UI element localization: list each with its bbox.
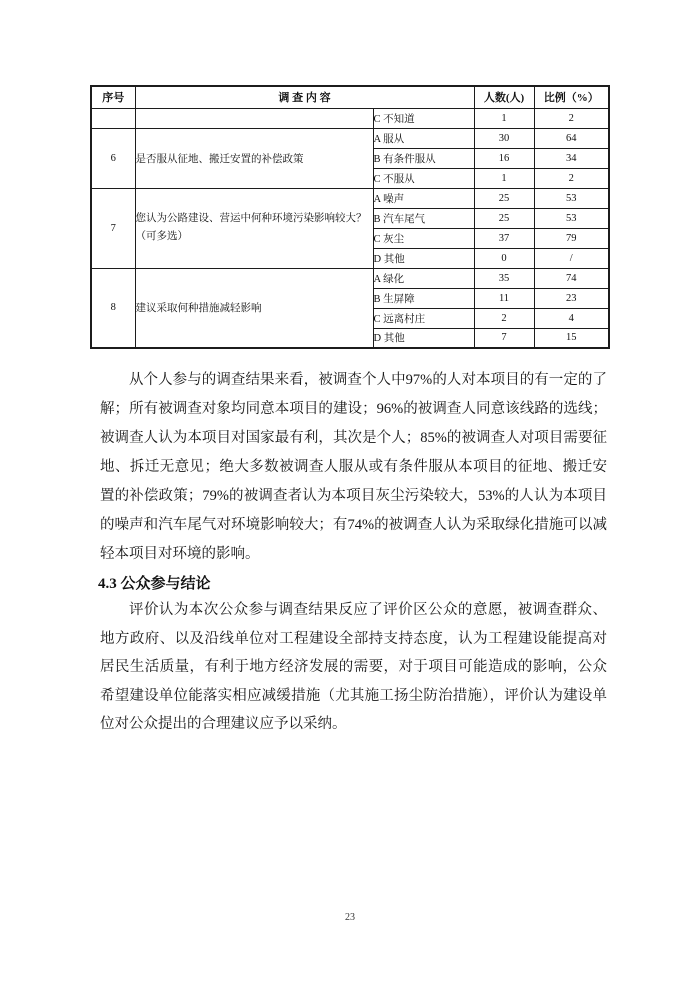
survey-table: [90, 85, 610, 349]
seq-cell: 8: [91, 268, 135, 348]
page-number: 23: [345, 912, 355, 923]
count-cell: 35: [474, 268, 534, 288]
table-row: [91, 128, 609, 148]
count-cell: 30: [474, 128, 534, 148]
count-cell: 37: [474, 228, 534, 248]
count-cell: 1: [474, 168, 534, 188]
ratio-cell: 79: [534, 228, 609, 248]
table-row: [91, 108, 609, 128]
count-cell: 2: [474, 308, 534, 328]
table-row: [91, 188, 609, 208]
question-line-1: 您认为公路建设、营运中何种环境污染影响较大？: [135, 213, 367, 225]
option-cell: C 远离村庄: [373, 308, 474, 328]
ratio-cell: 34: [534, 148, 609, 168]
question-cell: [135, 108, 373, 128]
question-cell: 是否服从征地、搬迁安置的补偿政策: [135, 128, 373, 188]
count-cell: 0: [474, 248, 534, 268]
count-cell: 25: [474, 208, 534, 228]
question-cell: [135, 188, 373, 268]
ratio-cell: 2: [534, 108, 609, 128]
option-cell: A 服从: [373, 128, 474, 148]
option-cell: B 生屏障: [373, 288, 474, 308]
count-cell: 16: [474, 148, 534, 168]
ratio-cell: 74: [534, 268, 609, 288]
option-cell: D 其他: [373, 248, 474, 268]
option-cell: A 噪声: [373, 188, 474, 208]
paragraph-survey-results: 从个人参与的调查结果来看，被调查个人中97%的人对本项目的有一定的了解；所有被调查对象均同意本项目的建设；96%的被调查人同意该线路的选线；被调查人认为本项目对国家最有利，其次是个人；85%的被调查人对项目需要征地、拆迁无意见；绝大多数被调查人服从或有条件服从本项目的征地、搬迁安置的补偿政策；79%的被调查者认为本项目灰尘污染较大，53%的人认为本项目的噪声和汽车尾气对环境影响较大；有74%的被调查人认为采取绿化措施可以减轻本项目对环境的影响。: [100, 372, 607, 562]
header-survey-content: 调 查 内 容: [135, 86, 474, 108]
count-cell: 11: [474, 288, 534, 308]
table-row: [91, 268, 609, 288]
count-cell: 1: [474, 108, 534, 128]
section-heading: 4.3 公众参与结论: [98, 576, 211, 592]
option-cell: C 不服从: [373, 168, 474, 188]
option-cell: C 灰尘: [373, 228, 474, 248]
ratio-cell: 4: [534, 308, 609, 328]
ratio-cell: 53: [534, 188, 609, 208]
question-line-2: （可多选）: [135, 231, 188, 242]
ratio-cell: 64: [534, 128, 609, 148]
seq-cell: 6: [91, 128, 135, 188]
ratio-cell: 53: [534, 208, 609, 228]
seq-cell: [91, 108, 135, 128]
paragraph-conclusion: 评价认为本次公众参与调查结果反应了评价区公众的意愿，被调查群众、地方政府、以及沿线单位对工程建设全部持支持态度，认为工程建设能提高对居民生活质量，有利于地方经济发展的需要，对于项目可能造成的影响，公众希望建设单位能落实相应减缓措施（尤其施工扬尘防治措施），评价认为建设单位对公众提出的合理建议应予以采纳。: [100, 602, 607, 732]
count-cell: 7: [474, 328, 534, 348]
header-count: 人数(人): [474, 86, 534, 108]
ratio-cell: 15: [534, 328, 609, 348]
option-cell: B 有条件服从: [373, 148, 474, 168]
option-cell: A 绿化: [373, 268, 474, 288]
option-cell: C 不知道: [373, 108, 474, 128]
ratio-cell: 23: [534, 288, 609, 308]
option-cell: B 汽车尾气: [373, 208, 474, 228]
header-seq: 序号: [91, 86, 135, 108]
question-cell: 建议采取何种措施减轻影响: [135, 268, 373, 348]
seq-cell: 7: [91, 188, 135, 268]
count-cell: 25: [474, 188, 534, 208]
table-header-row: [91, 86, 609, 108]
ratio-cell: /: [534, 248, 609, 268]
option-cell: D 其他: [373, 328, 474, 348]
header-ratio: 比例（%）: [534, 86, 609, 108]
ratio-cell: 2: [534, 168, 609, 188]
